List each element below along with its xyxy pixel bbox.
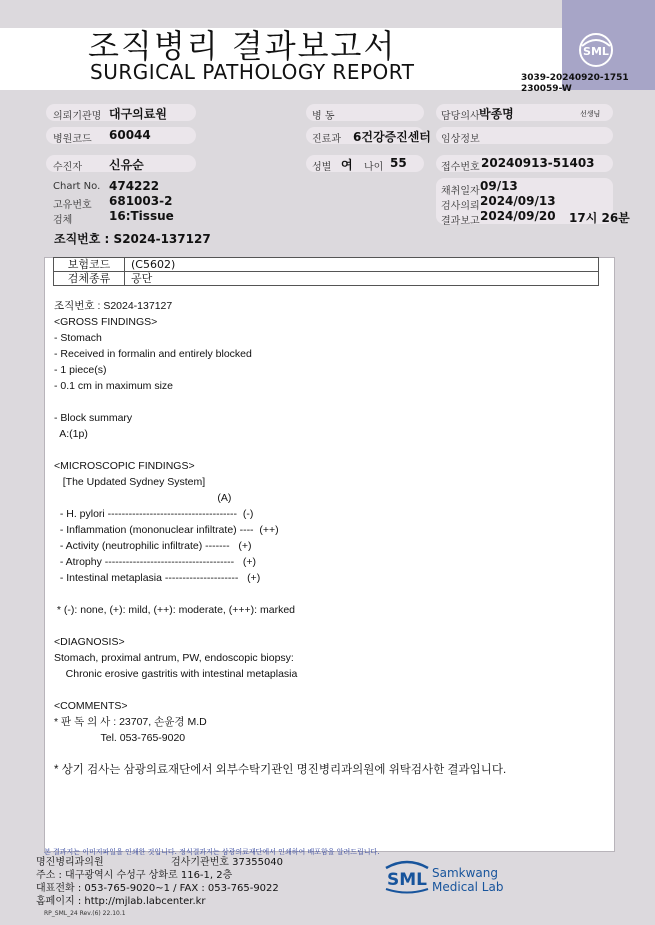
report-line: * 상기 검사는 삼광의료재단에서 외부수탁기관인 명진병리과의원에 위탁검사한 결과입니다.: [54, 764, 507, 776]
chart-label: Chart No.: [53, 181, 101, 192]
code-label: 병원코드: [53, 134, 92, 145]
table-row: [54, 272, 599, 286]
report-line: Chronic erosive gastritis with intestinal metaplasia: [54, 668, 298, 680]
samkwang-logo-icon: [382, 858, 432, 894]
document-number-line1: 3039-20240920-1751: [521, 73, 629, 83]
report-line: <COMMENTS>: [54, 700, 128, 712]
doctor-label: 담당의사: [441, 111, 480, 122]
report-line: * (-): none, (+): mild, (++): moderate, (+++): marked: [54, 604, 296, 616]
examinee-value: 신유순: [109, 158, 144, 172]
request-value: 2024/09/13: [480, 194, 556, 208]
insurance-value: (C5602): [125, 258, 599, 272]
clinical-label: 임상정보: [441, 134, 480, 145]
specimen-value: 16:Tissue: [109, 209, 174, 223]
form-version: RP_SML_24 Rev.(6) 22.10.1: [44, 910, 126, 917]
result-time-value: 17시 26분: [569, 211, 630, 225]
report-line: (A): [54, 492, 232, 504]
report-line: - Block summary: [54, 412, 133, 424]
lab-address: 주소 : 대구광역시 수성구 상화로 116-1, 2층: [36, 870, 233, 881]
sml-logo-icon: [578, 32, 614, 68]
dept-label: 진료과: [312, 134, 341, 145]
document-number: [521, 73, 629, 95]
report-line: <MICROSCOPIC FINDINGS>: [54, 460, 195, 472]
svg-text:SML: SML: [387, 870, 427, 890]
hospital-value: 대구의료원: [109, 107, 167, 121]
report-line: Stomach, proximal antrum, PW, endoscopic biopsy:: [54, 652, 294, 664]
result-label: 결과보고: [441, 216, 480, 227]
unique-label: 고유번호: [53, 200, 92, 211]
report-line: [The Updated Sydney System]: [54, 476, 206, 488]
doctor-suffix: 선생님: [580, 110, 601, 118]
report-title-english: SURGICAL PATHOLOGY REPORT: [90, 60, 415, 84]
report-line: <GROSS FINDINGS>: [54, 316, 158, 328]
lab-homepage: 홈페이지 : http://mjlab.labcenter.kr: [36, 896, 206, 907]
tissue-number-value: S2024-137127: [113, 232, 211, 246]
svg-text:SML: SML: [583, 45, 609, 58]
report-line: * 판 독 의 사 : 23707, 손윤경 M.D: [54, 716, 207, 728]
table-row: [54, 258, 599, 272]
hospital-label: 의뢰기관명: [53, 111, 102, 122]
report-line: - Received in formalin and entirely blocked: [54, 348, 252, 360]
examinee-label: 수진자: [53, 162, 82, 173]
request-label: 검사의뢰: [441, 201, 480, 212]
report-line: - Atrophy ------------------------------------- (+): [54, 556, 257, 568]
code-value: 60044: [109, 128, 151, 142]
receipt-value: 20240913-51403: [481, 156, 595, 170]
report-line: - Intestinal metaplasia --------------------- (+): [54, 572, 261, 584]
report-line: - Stomach: [54, 332, 102, 344]
print-notice: 본 결과지는 이미지파일을 인쇄한 것입니다. 정식결과지는 삼광의료재단에서 인쇄하여 배포함을 알려드립니다.: [44, 848, 380, 856]
brand-line2: Medical Lab: [432, 880, 504, 894]
report-line: - H. pylori ------------------------------------- (-): [54, 508, 254, 520]
samkwang-brand-text: [432, 866, 503, 894]
specimen-type-label: 검체종류: [54, 272, 125, 286]
age-label: 나이: [364, 162, 384, 173]
document-number-line2: 230059-W: [521, 84, 572, 94]
report-line: Tel. 053-765-9020: [54, 732, 186, 744]
report-line: <DIAGNOSIS>: [54, 636, 125, 648]
collect-value: 09/13: [480, 179, 518, 193]
unique-value: 681003-2: [109, 194, 173, 208]
collect-label: 채취일자: [441, 186, 480, 197]
sex-value: 여: [341, 158, 353, 172]
insurance-label: 보험코드: [54, 258, 125, 272]
lab-phone: 대표전화 : 053-765-9020~1 / FAX : 053-765-9022: [36, 883, 279, 894]
report-line: - Inflammation (mononuclear infiltrate) ---- (++): [54, 524, 279, 536]
lab-name: 명진병리과의원: [36, 857, 104, 868]
tissue-number: [54, 230, 211, 247]
report-line: - 1 piece(s): [54, 364, 107, 376]
report-line: A:(1p): [54, 428, 88, 440]
report-line: 조직번호 : S2024-137127: [54, 300, 173, 312]
sex-label: 성별: [312, 162, 332, 173]
lab-code: 검사기관번호 37355040: [171, 857, 284, 868]
ward-label: 병 동: [312, 111, 335, 122]
report-title-korean: 조직병리 결과보고서: [88, 27, 397, 65]
specimen-table: [53, 257, 599, 286]
report-line: - 0.1 cm in maximum size: [54, 380, 174, 392]
tissue-number-label: 조직번호 :: [54, 232, 110, 246]
brand-line1: Samkwang: [432, 866, 498, 880]
specimen-type-value: 공단: [125, 272, 599, 286]
chart-value: 474222: [109, 179, 160, 193]
result-date-value: 2024/09/20: [480, 209, 556, 223]
receipt-label: 접수번호: [441, 162, 480, 173]
dept-value: 6건강증진센터: [353, 130, 431, 144]
age-value: 55: [390, 156, 407, 170]
doctor-value: 박종명: [479, 107, 514, 121]
report-line: - Activity (neutrophilic infiltrate) ------- (+): [54, 540, 252, 552]
specimen-label: 검체: [53, 215, 73, 226]
